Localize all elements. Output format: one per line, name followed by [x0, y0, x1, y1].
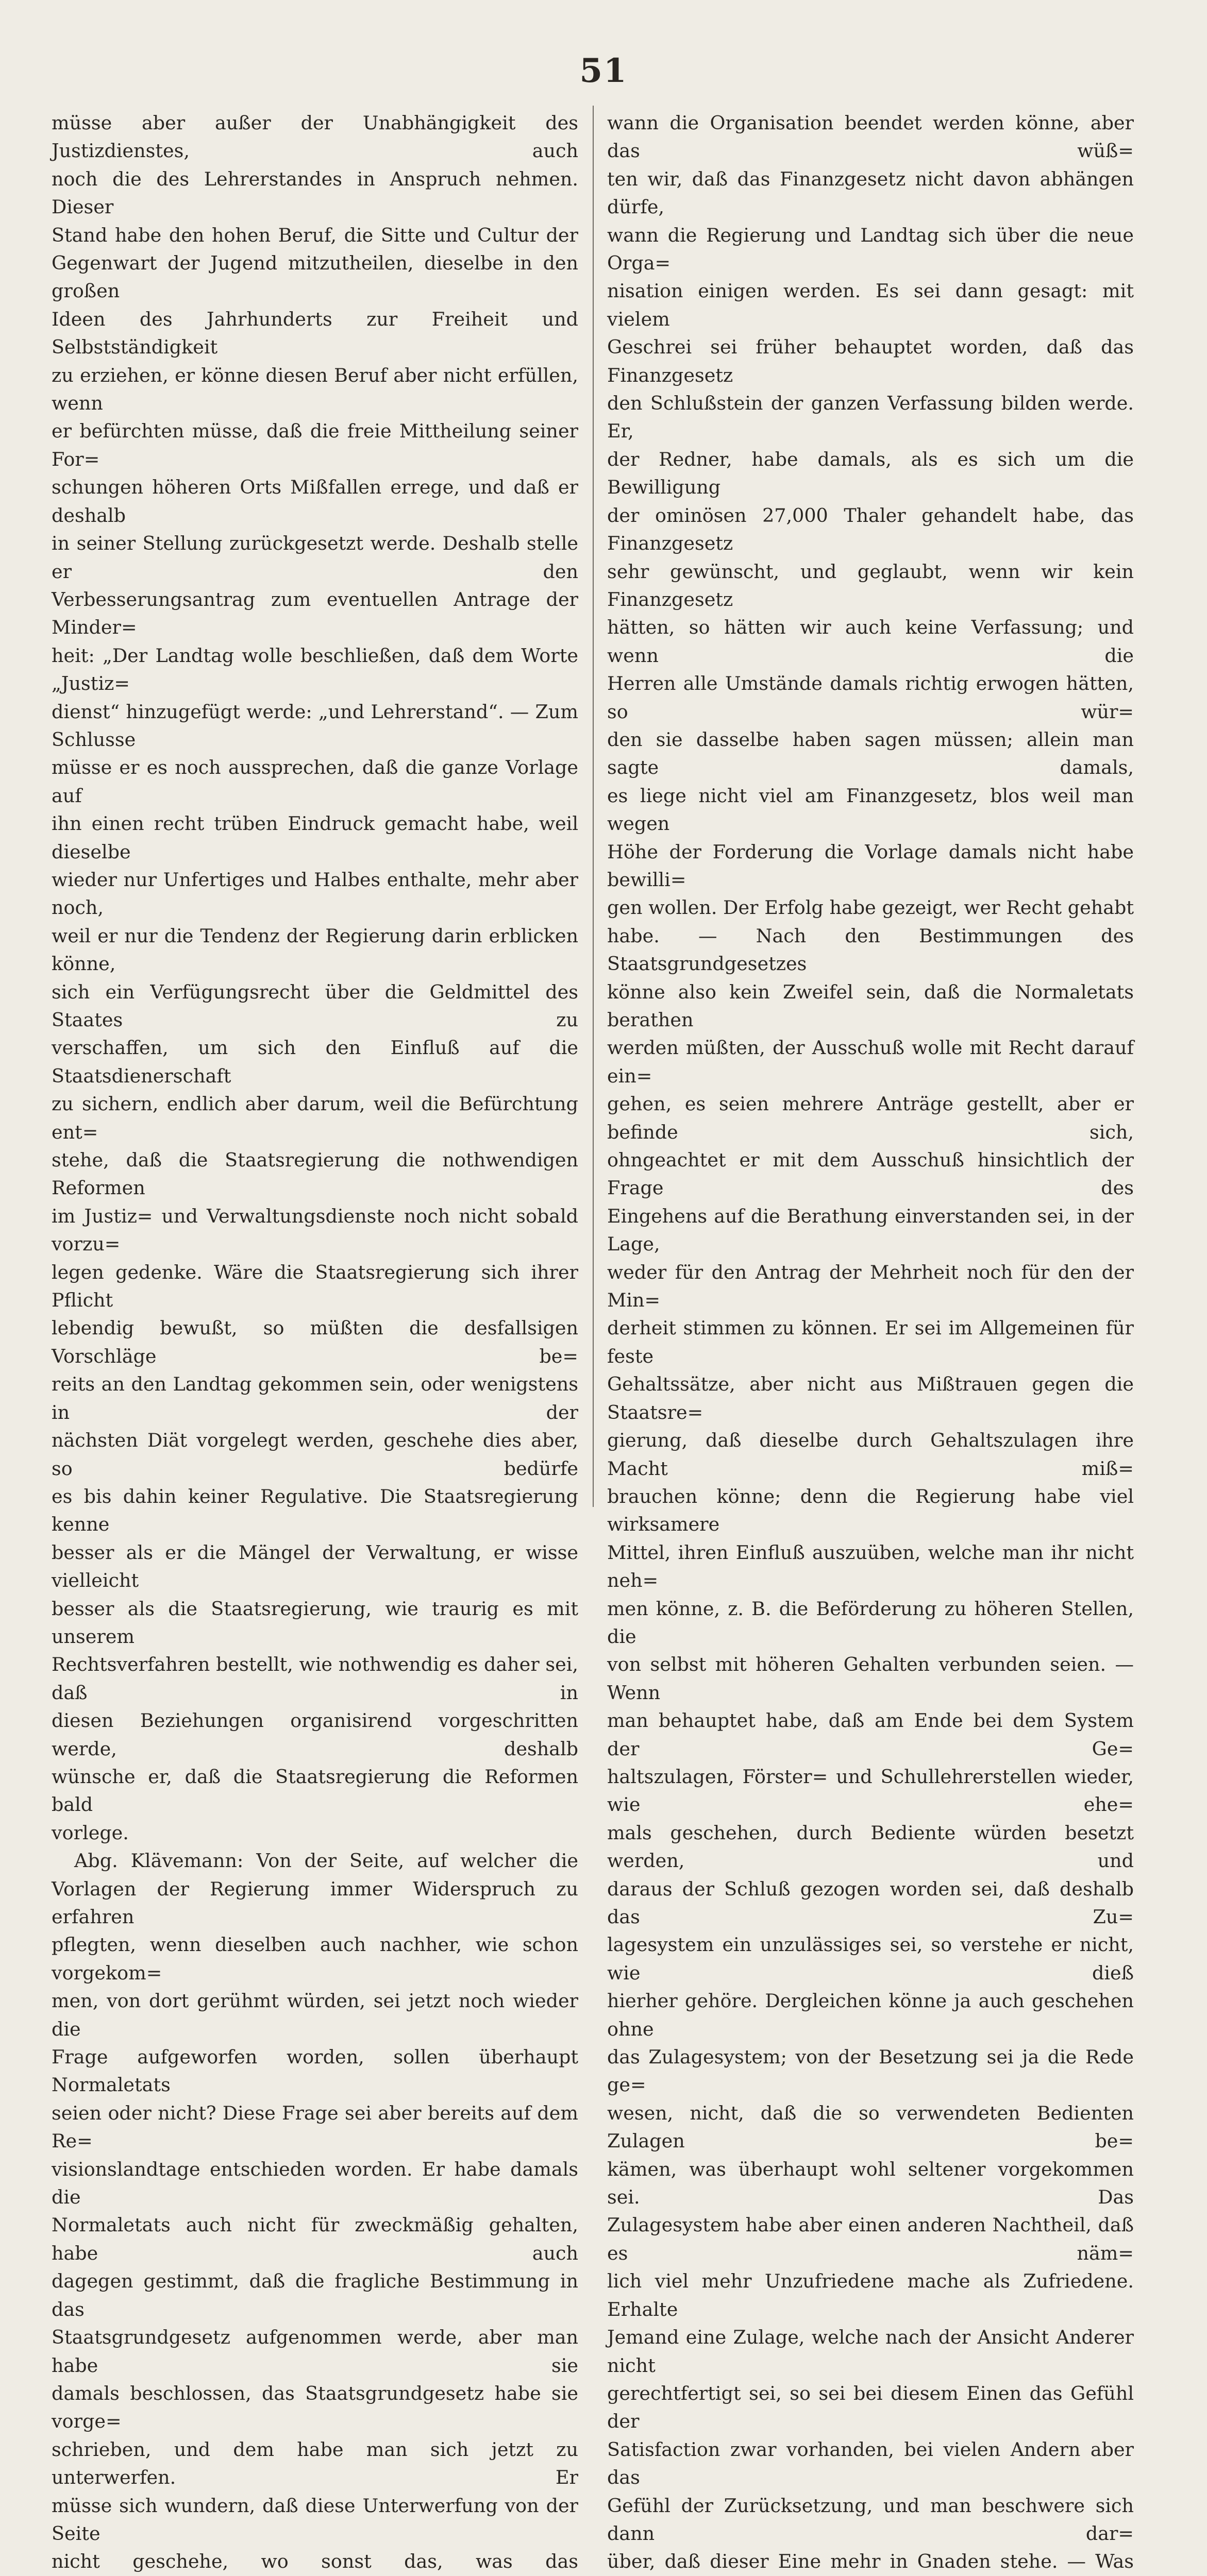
line-text: Gehaltssätze, aber nicht aus Mißtrauen gegen die Staatsre=: [607, 1373, 1134, 1423]
text-line: [52, 2099, 578, 2156]
text-line: [52, 1259, 578, 1315]
line-text: Verbesserungsantrag zum eventuellen Antrage der Minder=: [52, 588, 578, 639]
text-line: [607, 1539, 1134, 1595]
line-text: habe. — Nach den Bestimmungen des Staatsgrundgesetzes: [607, 924, 1134, 975]
line-text: nicht geschehe, wo sonst das, was das: [52, 2550, 578, 2573]
line-text: men könne, z. B. die Beförderung zu höheren Stellen, die: [607, 1597, 1134, 1648]
text-line: [52, 1146, 578, 1202]
text-line: [607, 1483, 1134, 1539]
line-text: müsse er es noch aussprechen, daß die ganze Vorlage auf: [52, 756, 578, 807]
text-line: [607, 502, 1134, 558]
line-text: dagegen gestimmt, daß die fragliche Bestimmung in das: [52, 2270, 578, 2320]
line-text: Eingehens auf die Berathung einverstanden sei, in der Lage,: [607, 1205, 1134, 1256]
text-line: [607, 1595, 1134, 1651]
text-line: [607, 1931, 1134, 1987]
text-line: [52, 1651, 578, 1707]
line-text: lebendig bewußt, so müßten die desfallsigen Vorschläge be=: [52, 1317, 578, 1367]
line-text: Abg. Klävemann: Von der Seite, auf welcher die: [74, 1850, 578, 1872]
text-line: [52, 222, 578, 249]
line-text: im Justiz= und Verwaltungsdienste noch nicht sobald vorzu=: [52, 1205, 578, 1256]
text-line: [52, 586, 578, 642]
line-text: lagesystem ein unzulässiges sei, so verstehe er nicht, wie dieß: [607, 1934, 1134, 1984]
text-line: [607, 333, 1134, 389]
line-text: weil er nur die Tendenz der Regierung darin erblicken könne,: [52, 924, 578, 975]
line-text: müsse sich wundern, daß diese Unterwerfung von der Seite: [52, 2494, 578, 2545]
text-line: [607, 2156, 1134, 2212]
line-text: zu erziehen, er könne diesen Beruf aber nicht erfüllen, wenn: [52, 364, 578, 415]
line-text: Herren alle Umstände damals richtig erwogen hätten, so wür=: [607, 672, 1134, 723]
line-text: Frage aufgeworfen worden, sollen überhaupt Normaletats: [52, 2046, 578, 2096]
text-line: [52, 698, 578, 754]
text-line: [607, 2492, 1134, 2548]
text-line: [52, 1847, 578, 1875]
text-line: [52, 2380, 578, 2436]
page-number: 51: [579, 52, 628, 90]
text-line: [52, 1370, 578, 1427]
text-line: [52, 1314, 578, 1370]
line-text: gehen, es seien mehrere Anträge gestellt, aber er befinde sich,: [607, 1093, 1134, 1143]
line-text: Gegenwart der Jugend mitzutheilen, dieselbe in den großen: [52, 252, 578, 302]
line-text: gerechtfertigt sei, so sei bei diesem Einen das Gefühl der: [607, 2382, 1134, 2433]
line-text: Satisfaction zwar vorhanden, bei vielen Andern aber das: [607, 2438, 1134, 2489]
line-text: noch die des Lehrerstandes in Anspruch nehmen. Dieser: [52, 167, 578, 218]
text-line: [607, 2267, 1134, 2324]
text-line: [607, 446, 1134, 502]
line-text: gierung, daß dieselbe durch Gehaltszulagen ihre Macht miß=: [607, 1429, 1134, 1480]
line-text: hierher gehöre. Dergleichen könne ja auch geschehen ohne: [607, 1990, 1134, 2040]
text-line: [52, 922, 578, 978]
text-line: [52, 2436, 578, 2492]
line-text: heit: „Der Landtag wolle beschließen, daß dem Worte „Justiz=: [52, 644, 578, 695]
line-text: Mittel, ihren Einfluß auszuüben, welche man ihr nicht neh=: [607, 1541, 1134, 1592]
line-text: derheit stimmen zu können. Er sei im Allgemeinen für feste: [607, 1317, 1134, 1367]
text-line: [52, 1763, 578, 1819]
line-text: Rechtsverfahren bestellt, wie nothwendig es daher sei, daß in: [52, 1653, 578, 1704]
text-line: [607, 2043, 1134, 2099]
text-line: [607, 1763, 1134, 1819]
text-line: [607, 670, 1134, 726]
left-column: [52, 109, 578, 2576]
line-text: mals geschehen, durch Bediente würden besetzt werden, und: [607, 1821, 1134, 1872]
line-text: Stand habe den hohen Beruf, die Sitte und Cultur der: [52, 224, 578, 246]
text-line: [607, 1707, 1134, 1763]
text-line: [607, 978, 1134, 1035]
line-text: nächsten Diät vorgelegt werden, geschehe dies aber, so bedürfe: [52, 1429, 578, 1480]
line-text: kämen, was überhaupt wohl seltener vorgekommen sei. Das: [607, 2158, 1134, 2209]
line-text: den Schlußstein der ganzen Verfassung bilden werde. Er,: [607, 392, 1134, 443]
text-line: [52, 2156, 578, 2212]
text-line: [52, 2211, 578, 2267]
text-line: [607, 277, 1134, 333]
line-text: seien oder nicht? Diese Frage sei aber bereits auf dem Re=: [52, 2102, 578, 2153]
text-line: [52, 165, 578, 222]
line-text: wieder nur Unfertiges und Halbes enthalte, mehr aber noch,: [52, 868, 578, 919]
text-line: [607, 2099, 1134, 2156]
line-text: wünsche er, daß die Staatsregierung die Reformen bald: [52, 1765, 578, 1816]
text-line: [52, 1202, 578, 1259]
line-text: weder für den Antrag der Mehrheit noch für den der Min=: [607, 1261, 1134, 1312]
text-line: [607, 894, 1134, 922]
text-line: [52, 810, 578, 866]
text-line: [607, 2548, 1134, 2576]
text-line: [607, 1314, 1134, 1370]
line-text: schungen höheren Orts Mißfallen errege, und daß er deshalb: [52, 476, 578, 527]
text-line: [52, 530, 578, 586]
text-line: [607, 2436, 1134, 2492]
text-line: [52, 306, 578, 362]
text-line: [607, 1370, 1134, 1427]
text-line: [607, 389, 1134, 446]
text-line: [52, 754, 578, 810]
text-line: [607, 838, 1134, 894]
line-text: werden müßten, der Ausschuß wolle mit Recht darauf ein=: [607, 1037, 1134, 1087]
line-text: vorlege.: [52, 1821, 129, 1844]
text-line: [607, 2211, 1134, 2267]
text-line: [52, 1931, 578, 1987]
text-line: [52, 249, 578, 306]
text-line: [52, 2043, 578, 2099]
text-line: [52, 978, 578, 1035]
line-text: Staatsgrundgesetz aufgenommen werde, aber man habe sie: [52, 2326, 578, 2377]
text-line: [52, 362, 578, 418]
text-line: [607, 614, 1134, 670]
line-text: der Redner, habe damals, als es sich um die Bewilligung: [607, 448, 1134, 499]
line-text: das Zulagesystem; von der Besetzung sei ja die Rede ge=: [607, 2046, 1134, 2096]
text-line: [52, 1090, 578, 1146]
text-line: [52, 642, 578, 698]
text-line: [52, 1034, 578, 1090]
line-text: Jemand eine Zulage, welche nach der Ansicht Anderer nicht: [607, 2326, 1134, 2377]
line-text: über, daß dieser Eine mehr in Gnaden stehe. — Was: [607, 2550, 1134, 2573]
text-line: [52, 1595, 578, 1651]
line-text: Zulagesystem habe aber einen anderen Nachtheil, daß es näm=: [607, 2214, 1134, 2264]
line-text: besser als er die Mängel der Verwaltung, er wisse vielleicht: [52, 1541, 578, 1592]
text-line: [52, 2324, 578, 2380]
text-line: [52, 473, 578, 530]
text-line: [607, 1651, 1134, 1707]
text-line: [607, 726, 1134, 782]
text-line: [607, 1146, 1134, 1202]
line-text: visionslandtage entschieden worden. Er habe damals die: [52, 2158, 578, 2209]
text-line: [607, 558, 1134, 614]
text-line: [607, 1259, 1134, 1315]
line-text: schrieben, und dem habe man sich jetzt zu unterwerfen. Er: [52, 2438, 578, 2489]
line-text: brauchen könne; denn die Regierung habe viel wirksamere: [607, 1485, 1134, 1536]
text-line: [52, 866, 578, 922]
text-line: [52, 109, 578, 165]
line-text: Ideen des Jahrhunderts zur Freiheit und Selbstständigkeit: [52, 308, 578, 359]
line-text: lich viel mehr Unzufriedene mache als Zufriedene. Erhalte: [607, 2270, 1134, 2320]
text-line: [52, 1875, 578, 1931]
line-text: wann die Organisation beendet werden könne, aber das wüß=: [607, 112, 1134, 162]
line-text: legen gedenke. Wäre die Staatsregierung sich ihrer Pflicht: [52, 1261, 578, 1312]
text-line: [52, 417, 578, 473]
text-line: [607, 782, 1134, 838]
line-text: von selbst mit höheren Gehalten verbunden seien. — Wenn: [607, 1653, 1134, 1704]
line-text: der ominösen 27,000 Thaler gehandelt habe, das Finanzgesetz: [607, 504, 1134, 555]
line-text: man behauptet habe, daß am Ende bei dem System der Ge=: [607, 1709, 1134, 1760]
text-line: [52, 1707, 578, 1763]
right-column: [607, 109, 1134, 2576]
line-text: er befürchten müsse, daß die freie Mittheilung seiner For=: [52, 420, 578, 470]
line-text: ten wir, daß das Finanzgesetz nicht davon abhängen dürfe,: [607, 167, 1134, 218]
line-text: ihn einen recht trüben Eindruck gemacht habe, weil dieselbe: [52, 812, 578, 863]
line-text: es bis dahin keiner Regulative. Die Staatsregierung kenne: [52, 1485, 578, 1536]
text-line: [52, 1427, 578, 1483]
line-text: hätten, so hätten wir auch keine Verfassung; und wenn die: [607, 616, 1134, 667]
line-text: Normaletats auch nicht für zweckmäßig gehalten, habe auch: [52, 2214, 578, 2264]
column-divider: [593, 106, 594, 1507]
line-text: in seiner Stellung zurückgesetzt werde. Deshalb stelle er den: [52, 532, 578, 583]
text-line: [607, 2324, 1134, 2380]
text-line: [607, 1987, 1134, 2043]
text-line: [607, 2380, 1134, 2436]
line-text: Gefühl der Zurücksetzung, und man beschwere sich dann dar=: [607, 2494, 1134, 2545]
text-line: [607, 1090, 1134, 1146]
text-line: [607, 165, 1134, 222]
line-text: dienst“ hinzugefügt werde: „und Lehrerstand“. — Zum Schlusse: [52, 700, 578, 751]
line-text: ohngeachtet er mit dem Ausschuß hinsichtlich der Frage des: [607, 1149, 1134, 1199]
text-line: [607, 1034, 1134, 1090]
text-line: [52, 1987, 578, 2043]
text-line: [52, 1539, 578, 1595]
line-text: müsse aber außer der Unabhängigkeit des Justizdienstes, auch: [52, 112, 578, 162]
line-text: wann die Regierung und Landtag sich über die neue Orga=: [607, 224, 1134, 275]
line-text: pflegten, wenn dieselben auch nachher, wie schon vorgekom=: [52, 1934, 578, 1984]
line-text: Höhe der Forderung die Vorlage damals nicht habe bewilli=: [607, 840, 1134, 891]
line-text: stehe, daß die Staatsregierung die nothwendigen Reformen: [52, 1149, 578, 1199]
line-text: besser als die Staatsregierung, wie traurig es mit unserem: [52, 1597, 578, 1648]
line-text: damals beschlossen, das Staatsgrundgesetz habe sie vorge=: [52, 2382, 578, 2433]
line-text: könne also kein Zweifel sein, daß die Normaletats berathen: [607, 980, 1134, 1031]
text-line: [52, 1483, 578, 1539]
line-text: nisation einigen werden. Es sei dann gesagt: mit vielem: [607, 280, 1134, 330]
line-text: sich ein Verfügungsrecht über die Geldmittel des Staates zu: [52, 980, 578, 1031]
line-text: men, von dort gerühmt würden, sei jetzt noch wieder die: [52, 1990, 578, 2040]
line-text: diesen Beziehungen organisirend vorgeschritten werde, deshalb: [52, 1709, 578, 1760]
text-line: [607, 1202, 1134, 1259]
line-text: gen wollen. Der Erfolg habe gezeigt, wer Recht gehabt: [607, 896, 1134, 919]
line-text: haltszulagen, Förster= und Schullehrerstellen wieder, wie ehe=: [607, 1765, 1134, 1816]
line-text: Vorlagen der Regierung immer Widerspruch zu erfahren: [52, 1877, 578, 1928]
text-line: [52, 2548, 578, 2576]
text-line: [607, 1875, 1134, 1931]
line-text: reits an den Landtag gekommen sein, oder wenigstens in der: [52, 1373, 578, 1423]
line-text: sehr gewünscht, und geglaubt, wenn wir kein Finanzgesetz: [607, 560, 1134, 611]
line-text: daraus der Schluß gezogen worden sei, daß deshalb das Zu=: [607, 1877, 1134, 1928]
text-line: [607, 222, 1134, 278]
line-text: es liege nicht viel am Finanzgesetz, blos weil man wegen: [607, 784, 1134, 835]
line-text: Geschrei sei früher behauptet worden, daß das Finanzgesetz: [607, 336, 1134, 386]
text-line: [52, 2492, 578, 2548]
text-line: [607, 1819, 1134, 1875]
line-text: verschaffen, um sich den Einfluß auf die Staatsdienerschaft: [52, 1037, 578, 1087]
text-line: [607, 1427, 1134, 1483]
line-text: wesen, nicht, daß die so verwendeten Bedienten Zulagen be=: [607, 2102, 1134, 2153]
text-line: [52, 2267, 578, 2324]
text-line: [52, 1819, 578, 1847]
line-text: zu sichern, endlich aber darum, weil die Befürchtung ent=: [52, 1093, 578, 1143]
line-text: den sie dasselbe haben sagen müssen; allein man sagte damals,: [607, 728, 1134, 779]
text-line: [607, 922, 1134, 978]
text-line: [607, 109, 1134, 165]
